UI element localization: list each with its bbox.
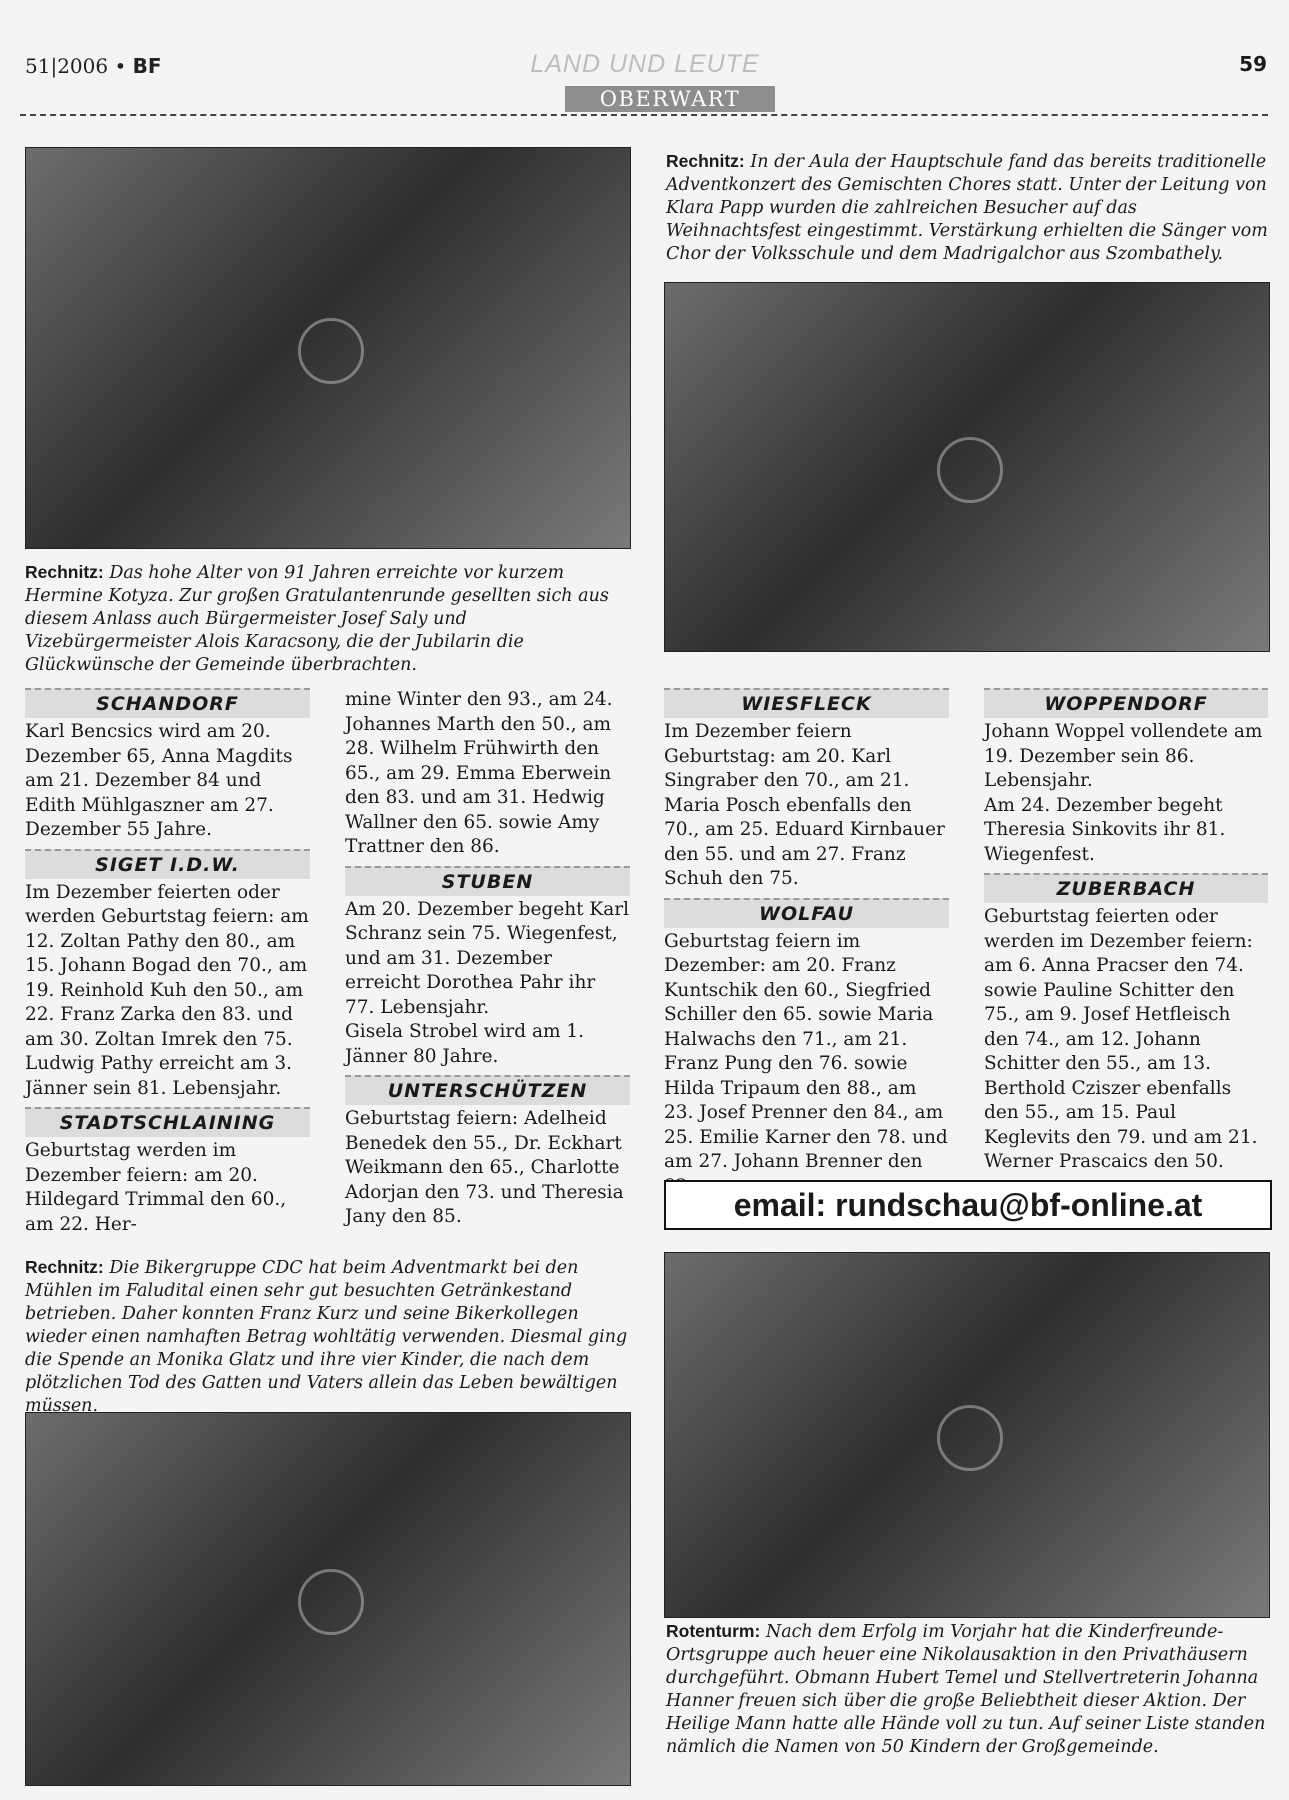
article-text: Johann Woppel vollendete am 19. Dezember sein 86. Lebensjahr. (984, 721, 1263, 791)
photo-icon (937, 1405, 1003, 1471)
section-heading-woppendorf: WOPPENDORF (984, 688, 1268, 718)
section-heading-unterschuetzen: UNTERSCHÜTZEN (345, 1075, 630, 1105)
section-heading-wiesfleck: WIESFLECK (664, 688, 949, 718)
article-text: Geburtstag feiern: Adelheid Benedek den 55., Dr. Eckhart Weikmann den 65., Charlotte Adorjan den 73. und Theresia Jany den 85. (345, 1108, 624, 1227)
caption-place: Rechnitz: (25, 562, 104, 582)
photo-birthday-portrait (25, 147, 631, 549)
caption-text: Nach dem Erfolg im Vorjahr hat die Kinderfreunde-Ortsgruppe auch heuer eine Nikolausaktion in den Privathäusern durchgeführt. Obmann Hubert Temel und Stellvertreterin Johanna Hanner freuen sich über die große Beliebtheit dieser Aktion. Der Heilige Mann hatte alle Hände voll zu tun. Auf seiner Liste standen nämlich die Namen von 50 Kindern der Großgemeinde. (666, 1622, 1266, 1757)
photo-icon (298, 1569, 364, 1635)
caption-birthday (25, 561, 629, 677)
section-title: LAND UND LEUTE (530, 50, 760, 78)
column-1 (25, 688, 310, 1237)
article-text: Im Dezember feiern Geburtstag: am 20. Karl Singraber den 70., am 21. Maria Posch ebenfalls den 70., am 25. Eduard Kirnbauer den 55. und am 27. Franz Schuh den 75. (664, 721, 945, 889)
caption-nikolaus (666, 1620, 1268, 1759)
column-4 (984, 688, 1268, 1175)
caption-text: Das hohe Alter von 91 Jahren erreichte vor kurzem Hermine Kotyza. Zur großen Gratulantenrunde gesellten sich aus diesem Anlass auch Bürgermeister Josef Saly und Vizebürgermeister Alois Karacsony, die der Jubilarin die Glückwünsche der Gemeinde überbrachten. (25, 563, 609, 675)
section-heading-stuben: STUBEN (345, 866, 630, 896)
email-banner: email: rundschau@bf-online.at (664, 1180, 1272, 1230)
photo-nikolaus (664, 1252, 1270, 1618)
caption-place: Rechnitz: (25, 1257, 104, 1277)
article-text: Am 20. Dezember begeht Karl Schranz sein 75. Wiegenfest, und am 31. Dezember erreicht Dorothea Pahr ihr 77. Lebensjahr. (345, 898, 630, 1018)
caption-text: In der Aula der Hauptschule fand das bereits traditionelle Adventkonzert des Gemischten Chores statt. Unter der Leitung von Klara Papp wurden die zahlreichen Besucher auf das Weihnachtsfest eingestimmt. Verstärkung erhielten die Sänger vom Chor der Volksschule und dem Madrigalchor aus Szombathely. (666, 152, 1268, 264)
section-heading-stadtschlaining: STADTSCHLAINING (25, 1107, 310, 1137)
region-label: OBERWART (565, 86, 775, 112)
section-heading-schandorf: SCHANDORF (25, 688, 310, 718)
brand-label: BF (132, 54, 162, 78)
column-3 (664, 688, 949, 1199)
page-number: 59 (1239, 52, 1267, 76)
photo-icon (937, 437, 1003, 503)
photo-icon (298, 318, 364, 384)
article-text: Geburtstag feiern im Dezember: am 20. Franz Kuntschik den 60., Siegfried Schiller den 65. sowie Maria Halwachs den 71., am 21. Franz Pung den 76. sowie Hilda Tripaum den 88., am 23. Josef Prenner den 84., am 25. Emilie Karner den 78. und am 27. Johann Brenner den (664, 930, 948, 1172)
section-heading-zuberbach: ZUBERBACH (984, 873, 1268, 903)
column-2 (345, 688, 630, 1230)
caption-place: Rotenturm: (666, 1621, 761, 1641)
caption-place: Rechnitz: (666, 151, 745, 171)
article-text: Geburtstag feierten oder werden im Dezember feiern: am 6. Anna Pracser den 74. sowie Pauline Schitter den 75., am 9. Josef Hetfleisch den 74., am 12. Johann Schitter den 55., am 13. Berthold Cziszer ebenfalls den 55., am 15. Paul Keglevits den 79. und am 21. Werner Prascaics den 50. (984, 906, 1258, 1172)
photo-biker-donation (25, 1412, 631, 1786)
issue-info (25, 54, 162, 78)
section-heading-siget: SIGET I.D.W. (25, 849, 310, 879)
article-text: Am 24. Dezember begeht Theresia Sinkovits ihr 81. Wiegenfest. (984, 794, 1226, 865)
photo-choir-concert (664, 282, 1270, 652)
article-text: Gisela Strobel wird am 1. Jänner 80 Jahre. (345, 1021, 585, 1067)
caption-choir (666, 150, 1268, 266)
caption-text: Die Bikergruppe CDC hat beim Adventmarkt bei den Mühlen im Faludital einen sehr gut besuchten Getränkestand betrieben. Daher konnten Franz Kurz und seine Bikerkollegen wieder einen namhaften Betrag wohltätig verwenden. Diesmal ging die Spende an Monika Glatz und ihre vier Kinder, die nach dem plötzlichen Tod des Gatten und Vaters allein das Leben bewältigen müssen. (25, 1258, 628, 1416)
region-band (20, 86, 1268, 116)
issue-number: 51|2006 • (25, 54, 127, 78)
article-text: Geburtstag werden im Dezember feiern: am 20. Hildegard Trimmal den 60., am 22. Her- (25, 1140, 287, 1235)
caption-bikers (25, 1256, 629, 1418)
article-text: mine Winter den 93., am 24. Johannes Marth den 50., am 28. Wilhelm Frühwirth den 65., am 29. Emma Eberwein den 83. und am 31. Hedwig Wallner den 65. sowie Amy Trattner den 86. (345, 689, 613, 857)
article-text: Karl Bencsics wird am 20. Dezember 65, Anna Magdits am 21. Dezember 84 und Edith Mühlgaszner am 27. Dezember 55 Jahre. (25, 721, 293, 840)
section-heading-wolfau: WOLFAU (664, 898, 949, 928)
article-text: Im Dezember feierten oder werden Geburtstag feiern: am 12. Zoltan Pathy den 80., am 15. Johann Bogad den 70., am 19. Reinhold Kuh den 50., am 22. Franz Zarka den 83. und am 30. Zoltan Imrek den 75. Ludwig Pathy erreicht am 3. Jänner sein 81. Lebensjahr. (25, 881, 309, 1099)
